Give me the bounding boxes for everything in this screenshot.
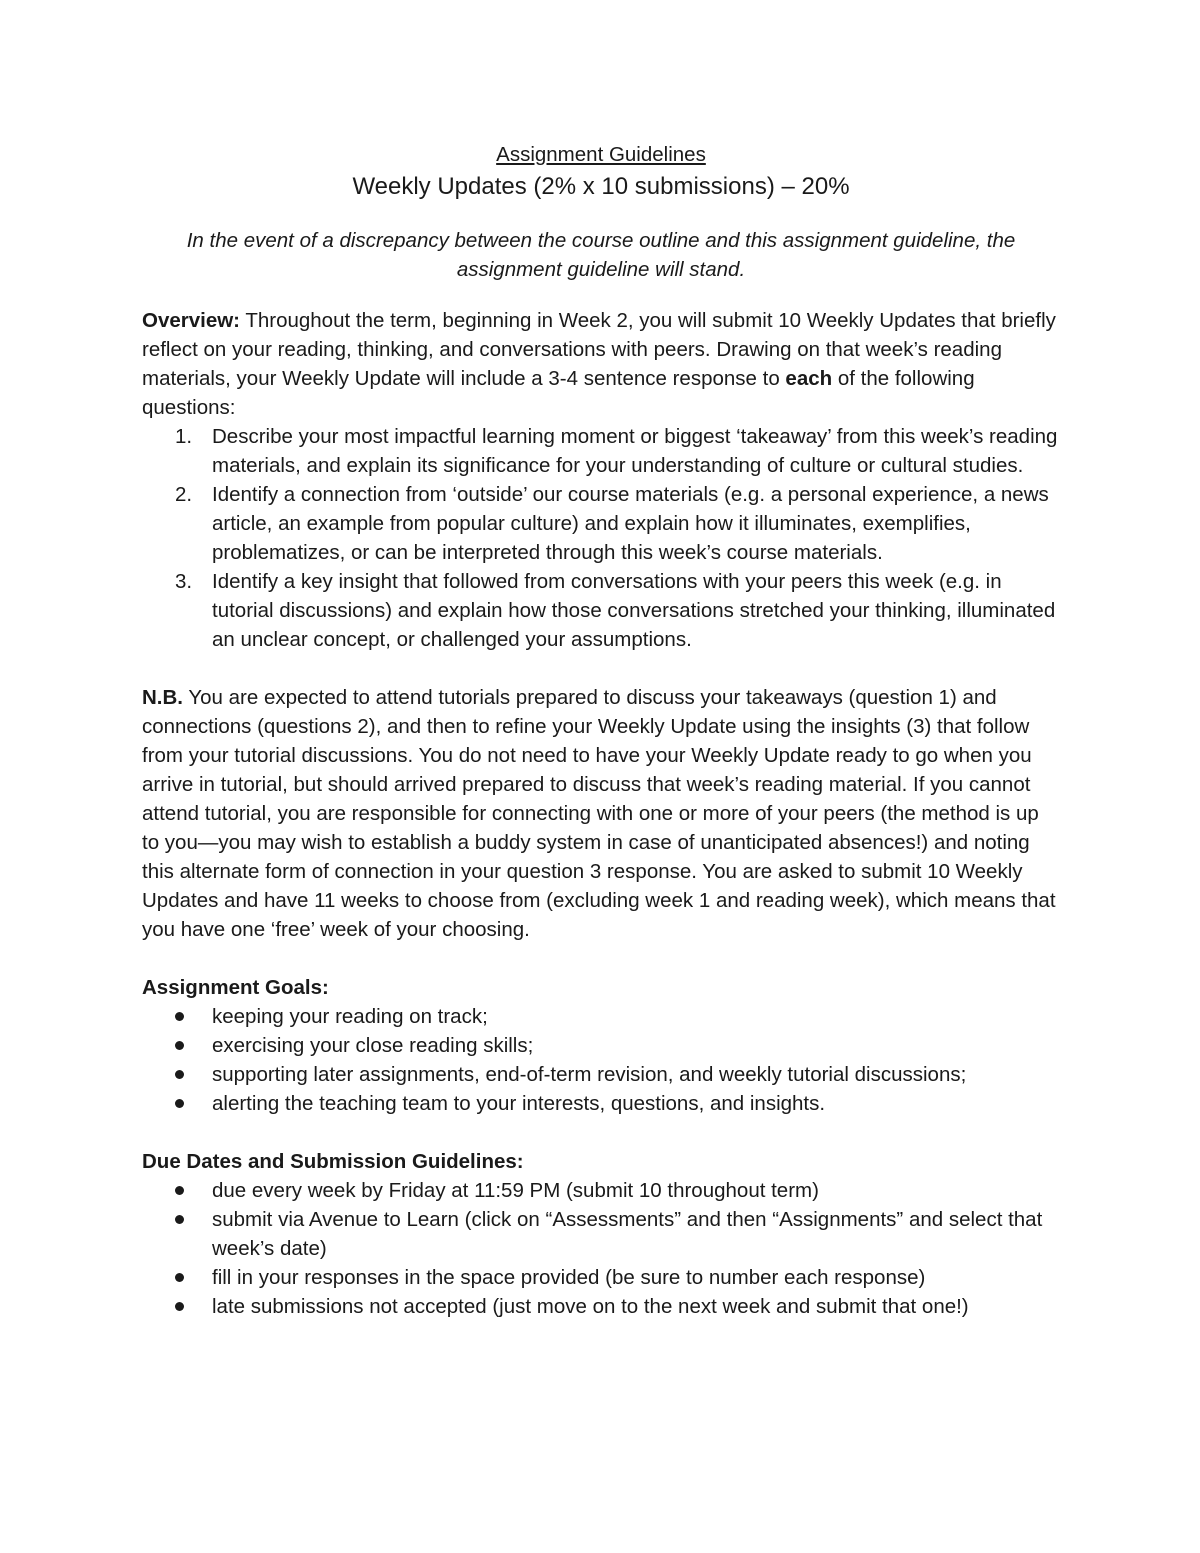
list-item (142, 1292, 1060, 1321)
disclaimer-note: In the event of a discrepancy between the course outline and this assignment guideline, the assignment guideline will stand. (186, 229, 1016, 281)
list-item (142, 1263, 1060, 1292)
overview-paragraph (142, 306, 1060, 422)
bullet-icon (175, 1012, 184, 1021)
submission-text: due every week by Friday at 11:59 PM (submit 10 throughout term) (212, 1179, 819, 1202)
nb-label: N.B. (142, 686, 183, 709)
page-title: Assignment Guidelines (496, 143, 706, 166)
question-number: 2. (175, 483, 193, 506)
bullet-icon (175, 1302, 184, 1311)
bullet-icon (175, 1273, 184, 1282)
spacer (142, 944, 1060, 973)
list-item (142, 422, 1060, 480)
goal-text: exercising your close reading skills; (212, 1034, 534, 1057)
page-subtitle: Weekly Updates (2% x 10 submissions) – 20% (352, 173, 850, 200)
overview-text-before: Throughout the term, beginning in Week 2, you will submit 10 Weekly Updates that briefly reflect on your reading, thinking, and conversations with peers. Drawing on that week’s reading materials, your Weekly Update will include a 3-4 sentence response to (142, 309, 1056, 390)
questions-list (142, 422, 1060, 654)
goal-text: alerting the teaching team to your interests, questions, and insights. (212, 1092, 826, 1115)
question-number: 1. (175, 425, 193, 448)
list-item (142, 1176, 1060, 1205)
list-item (142, 1205, 1060, 1263)
list-item (142, 480, 1060, 567)
bullet-icon (175, 1099, 184, 1108)
question-text: Identify a key insight that followed from conversations with your peers this week (e.g. in tutorial discussions) and explain how those conversations stretched your thinking, illuminated an unclear concept, or challenged your assumptions. (212, 570, 1056, 651)
list-item (142, 567, 1060, 654)
bullet-icon (175, 1186, 184, 1195)
submission-heading: Due Dates and Submission Guidelines: (142, 1150, 524, 1173)
list-item (142, 1060, 1060, 1089)
list-item (142, 1031, 1060, 1060)
goal-text: supporting later assignments, end-of-term revision, and weekly tutorial discussions; (212, 1063, 967, 1086)
goals-heading: Assignment Goals: (142, 976, 329, 999)
bullet-icon (175, 1215, 184, 1224)
overview-label: Overview: (142, 309, 240, 332)
submission-text: late submissions not accepted (just move on to the next week and submit that one!) (212, 1295, 969, 1318)
question-text: Identify a connection from ‘outside’ our course materials (e.g. a personal experience, a news article, an example from popular culture) and explain how it illuminates, exemplifies, problematizes, or can be interpreted through this week’s course materials. (212, 483, 1049, 564)
bullet-icon (175, 1070, 184, 1079)
list-item (142, 1002, 1060, 1031)
submission-list (142, 1176, 1060, 1321)
submission-text: fill in your responses in the space provided (be sure to number each response) (212, 1266, 926, 1289)
goal-text: keeping your reading on track; (212, 1005, 488, 1028)
goals-list (142, 1002, 1060, 1118)
question-text: Describe your most impactful learning moment or biggest ‘takeaway’ from this week’s reading materials, and explain its significance for your understanding of culture or cultural studies. (212, 425, 1058, 477)
spacer (142, 1118, 1060, 1147)
question-number: 3. (175, 570, 193, 593)
document-page (142, 140, 1060, 1321)
submission-text: submit via Avenue to Learn (click on “Assessments” and then “Assignments” and select that week’s date) (212, 1208, 1043, 1260)
overview-emphasis: each (785, 367, 833, 390)
overview-text-after: of the following questions: (142, 367, 975, 419)
spacer (142, 654, 1060, 683)
nb-paragraph (142, 683, 1060, 944)
nb-text: You are expected to attend tutorials prepared to discuss your takeaways (question 1) and connections (questions 2), and then to refine your Weekly Update using the insights (3) that follow from your tutorial discussions. You do not need to have your Weekly Update ready to go when you arrive in tutorial, but should arrived prepared to discuss that week’s reading material. If you cannot attend tutorial, you are responsible for connecting with one or more of your peers (the method is up to you—you may wish to establish a buddy system in case of unanticipated absences!) and noting this alternate form of connection in your question 3 response. You are asked to submit 10 Weekly Updates and have 11 weeks to choose from (excluding week 1 and reading week), which means that you have one ‘free’ week of your choosing. (142, 686, 1056, 941)
list-item (142, 1089, 1060, 1118)
bullet-icon (175, 1041, 184, 1050)
